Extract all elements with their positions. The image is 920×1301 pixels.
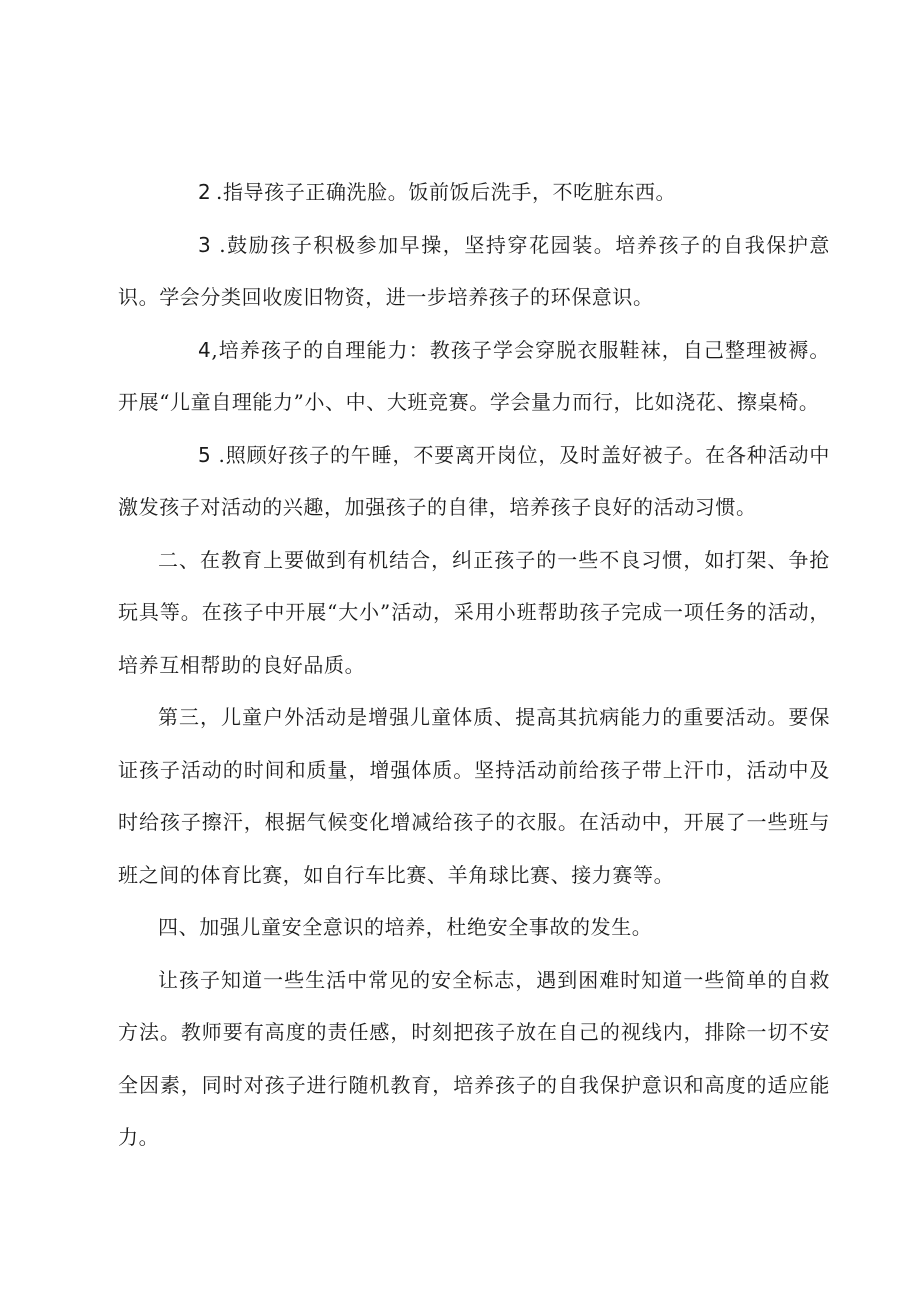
paragraph-text: 四、加强儿童安全意识的培养，杜绝安全事故的发生。 bbox=[158, 915, 653, 939]
paragraph-text: .照顾好孩子的午睡，不要离开岗位，及时盖好被子。在各种活动中激发孩子对活动的兴趣，加强孩子的自律，培养孩子良好的活动习惯。 bbox=[118, 442, 830, 519]
paragraph-number: 4 bbox=[198, 337, 212, 362]
paragraph-safety-detail bbox=[118, 954, 830, 1164]
paragraph-text: 让孩子知道一些生活中常见的安全标志，遇到困难时知道一些简单的自救方法。教师要有高度的责任感，时刻把孩子放在自己的视线内，排除一切不安全因素，同时对孩子进行随机教育，培养孩子的自我保护意识和高度的适应能力。 bbox=[118, 967, 830, 1149]
paragraph-item-3 bbox=[118, 219, 830, 324]
paragraph-item-4 bbox=[118, 324, 830, 429]
paragraph-text: .指导孩子正确洗脸。饭前饭后洗手，不吃脏东西。 bbox=[216, 180, 677, 204]
paragraph-number: 5 bbox=[198, 442, 212, 467]
paragraph-text: ,培养孩子的自理能力：教孩子学会穿脱衣服鞋袜，自己整理被褥。开展“儿童自理能力”小、中、大班竞赛。学会量力而行，比如浇花、擦桌椅。 bbox=[118, 337, 830, 414]
paragraph-text: 二、在教育上要做到有机结合，纠正孩子的一些不良习惯，如打架、争抢玩具等。在孩子中开展“大小”活动，采用小班帮助孩子完成一项任务的活动，培养互相帮助的良好品质。 bbox=[118, 547, 830, 677]
paragraph-number: 3 bbox=[198, 232, 212, 257]
paragraph-item-5 bbox=[118, 429, 830, 534]
document-body bbox=[118, 166, 830, 1164]
paragraph-section-3 bbox=[118, 691, 830, 901]
paragraph-number: 2 bbox=[198, 180, 212, 204]
paragraph-section-2 bbox=[118, 534, 830, 692]
paragraph-section-4 bbox=[118, 901, 830, 954]
paragraph-text: .鼓励孩子积极参加早操，坚持穿花园装。培养孩子的自我保护意识。学会分类回收废旧物资，进一步培养孩子的环保意识。 bbox=[118, 232, 830, 309]
paragraph-item-2 bbox=[118, 166, 830, 219]
paragraph-text: 第三，儿童户外活动是增强儿童体质、提高其抗病能力的重要活动。要保证孩子活动的时间和质量，增强体质。坚持活动前给孩子带上汗巾，活动中及时给孩子擦汗，根据气候变化增减给孩子的衣服。在活动中，开展了一些班与班之间的体育比赛，如自行车比赛、羊角球比赛、接力赛等。 bbox=[118, 705, 830, 887]
